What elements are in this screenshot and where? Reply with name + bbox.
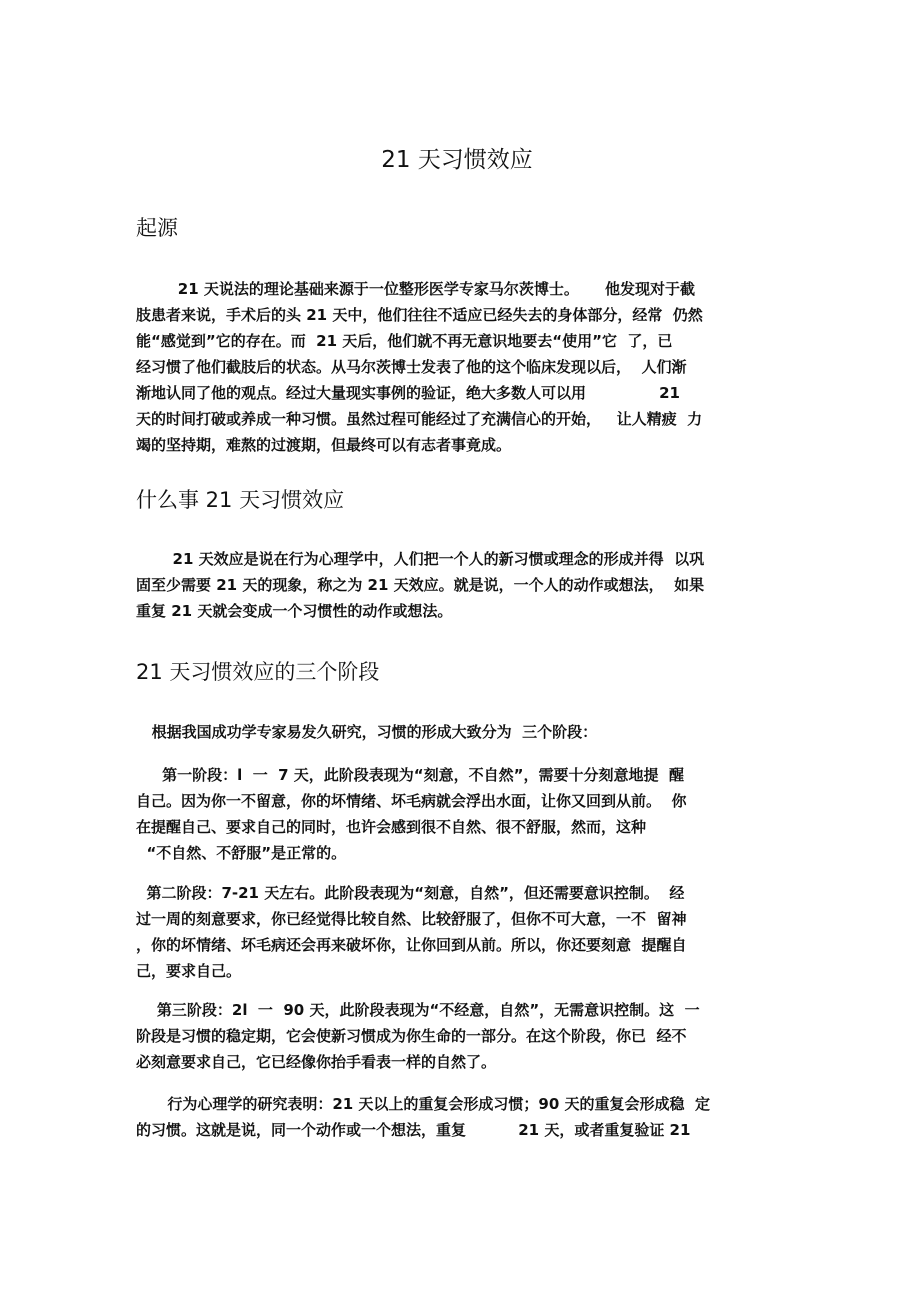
paragraph-line: 在提醒自己、要求自己的同时，也许会感到很不自然、很不舒服，然而，这种: [136, 818, 647, 836]
paragraph-line: ，你的坏情绪、坏毛病还会再来破坏你，让你回到从前。所以，你还要刻意 提醒自: [136, 936, 687, 954]
stage-one-paragraph: [136, 762, 776, 866]
paragraph-line: 固至少需要 21 天的现象，称之为 21 天效应。就是说，一个人的动作或想法， 如果: [136, 576, 705, 594]
paragraph-line: 自己。因为你一不留意，你的坏情绪、坏毛病就会浮出水面，让你又回到从前。 你: [136, 792, 687, 810]
stage-two-paragraph: [136, 880, 776, 984]
paragraph-line: 肢患者来说，手术后的头 21 天中，他们往往不适应已经失去的身体部分，经常 仍然: [136, 306, 703, 324]
paragraph-line: 第三阶段：2l 一 90 天，此阶段表现为“不经意，自然”，无需意识控制。这 一: [136, 1001, 700, 1019]
paragraph-line: 21 天效应是说在行为心理学中，人们把一个人的新习惯或理念的形成并得 以巩: [136, 550, 705, 568]
stage-three-paragraph: [136, 997, 776, 1075]
paragraph-line: 过一周的刻意要求，你已经觉得比较自然、比较舒服了，但你不可大意，一不 留神: [136, 910, 687, 928]
paragraph-line: 第二阶段：7-21 天左右。此阶段表现为“刻意，自然”，但还需要意识控制。 经: [136, 884, 685, 902]
paragraph-line: 的习惯。这就是说，同一个动作或一个想法，重复 21 天，或者重复验证 21: [136, 1121, 691, 1139]
paragraph-line: 21 天说法的理论基础来源于一位整形医学专家马尔茨博士。 他发现对于截: [136, 280, 695, 298]
paragraph-line: “不自然、不舒服”是正常的。: [136, 844, 347, 862]
section-heading-origin: 起源: [136, 216, 178, 240]
section-heading-definition: 什么事 21 天习惯效应: [136, 488, 345, 512]
paragraph-line: 阶段是习惯的稳定期，它会使新习惯成为你生命的一部分。在这个阶段，你已 经不: [136, 1027, 687, 1045]
paragraph-line: 行为心理学的研究表明：21 天以上的重复会形成习惯；90 天的重复会形成稳 定: [136, 1095, 710, 1113]
origin-paragraph: [136, 276, 776, 458]
paragraph-line: 能“感觉到”它的存在。而 21 天后，他们就不再无意识地要去“使用”它 了，已: [136, 332, 673, 350]
paragraph-line: 经习惯了他们截肢后的状态。从马尔茨博士发表了他的这个临床发现以后， 人们渐: [136, 358, 687, 376]
paragraph-line: 第一阶段：l 一 7 天，此阶段表现为“刻意，不自然”，需要十分刻意地提 醒: [136, 766, 684, 784]
paragraph-line: 重复 21 天就会变成一个习惯性的动作或想法。: [136, 602, 453, 620]
paragraph-line: 渐地认同了他的观点。经过大量现实事例的验证，绝大多数人可以用 21: [136, 384, 680, 402]
section-heading-stages: 21 天习惯效应的三个阶段: [136, 660, 380, 684]
paragraph-line: 竭的坚持期，难熬的过渡期，但最终可以有志者事竟成。: [136, 436, 512, 454]
definition-paragraph: [136, 546, 776, 624]
research-paragraph: [136, 1091, 776, 1143]
document-title: 21 天习惯效应: [381, 147, 533, 173]
paragraph-line: 天的时间打破或养成一种习惯。虽然过程可能经过了充满信心的开始， 让人精疲 力: [136, 410, 703, 428]
paragraph-line: 己，要求自己。: [136, 962, 242, 980]
stages-intro-paragraph: [136, 719, 776, 745]
paragraph-line: 必刻意要求自己，它已经像你抬手看表一样的自然了。: [136, 1053, 497, 1071]
paragraph-line: 根据我国成功学专家易发久研究，习惯的形成大致分为 三个阶段：: [136, 723, 598, 741]
